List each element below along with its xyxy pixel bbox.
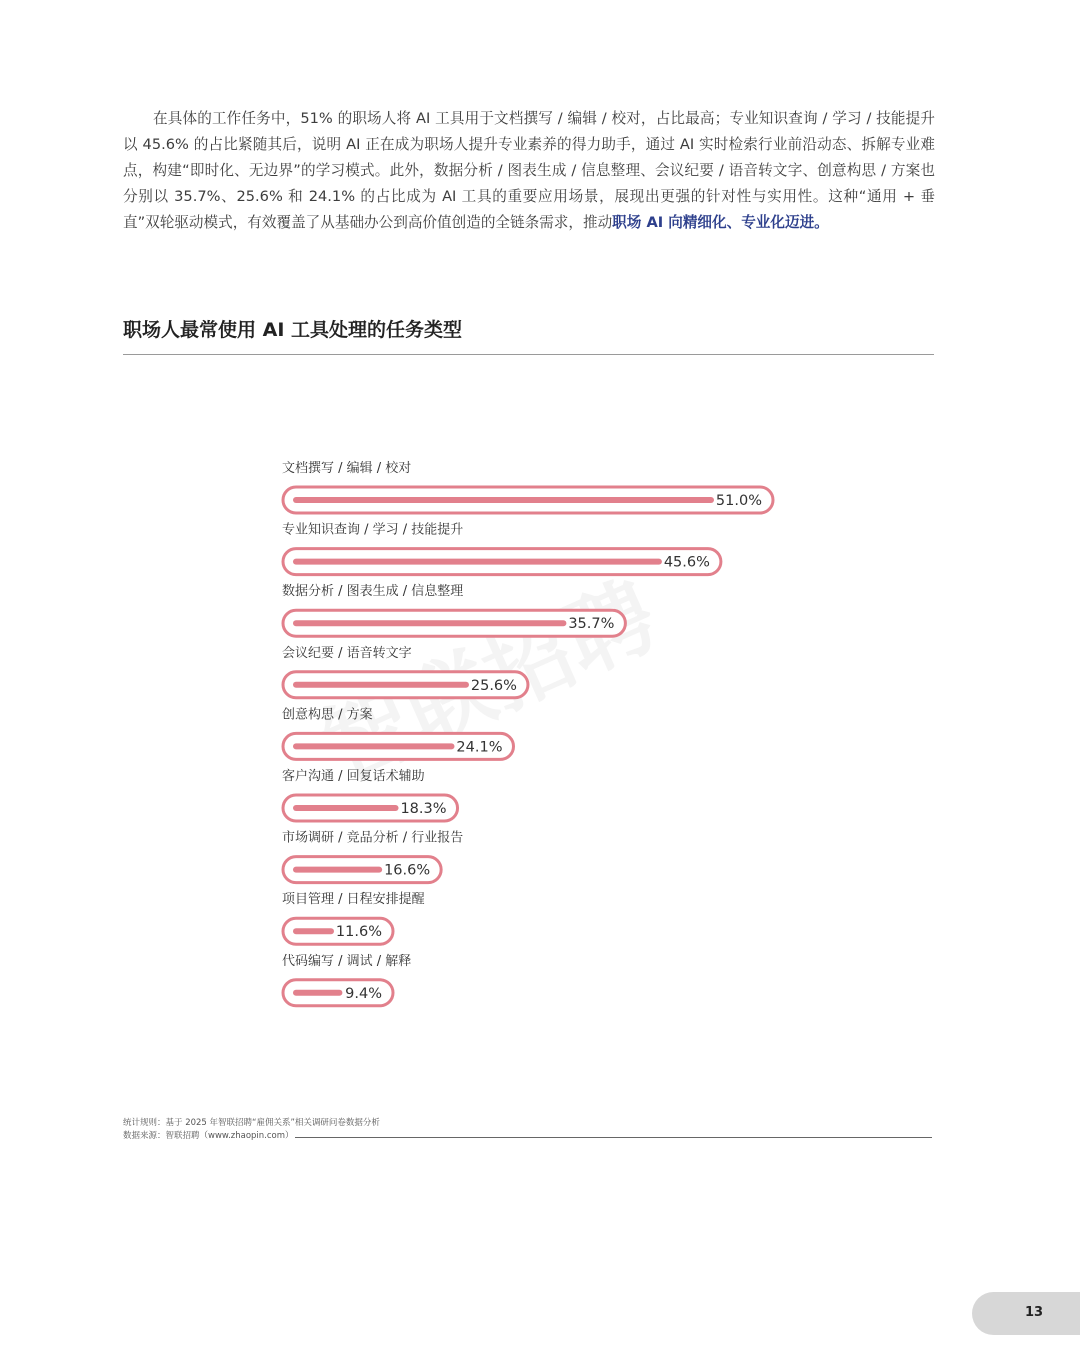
category-label: 市场调研 / 竞品分析 / 行业报告 <box>282 830 464 846</box>
bar <box>293 928 334 934</box>
bar <box>293 682 469 688</box>
footer-data-source: 数据来源：智联招聘（www.zhaopin.com） <box>123 1130 294 1141</box>
data-label: 16.6% <box>384 862 431 879</box>
intro-text: 在具体的工作任务中，51% 的职场人将 AI 工具用于文档撰写 / 编辑 / 校对，占比最高；专业知识查询 / 学习 / 技能提升以 45.6% 的占比紧随其后，说明 AI 正在成为职场人提升专业素养的得力助手，通过 AI 实时检索行业前沿动态、拆解专业难点，构建“即时化、无边界”的学习模式。此外，数据分析 / 图表生成 / 信息整理、会议纪要 / 语音转文字、创意构思 / 方案也分别以 35.7%、25.6% 和 24.1% 的占比成为 AI 工具的重要应用场景，展现出更强的针对性与实用性。这种“通用 + 垂直”双轮驱动模式，有效覆盖了从基础办公到高价值创造的全链条需求，推动 <box>123 110 935 231</box>
category-label: 客户沟通 / 回复话术辅助 <box>282 769 425 784</box>
footer-notes <box>123 1117 380 1142</box>
bar <box>293 867 382 873</box>
bar <box>293 497 714 503</box>
footer-stat-rule: 统计规则：基于 2025 年智联招聘“雇佣关系”相关调研问卷数据分析 <box>123 1118 380 1128</box>
footer-divider <box>295 1137 932 1138</box>
data-label: 25.6% <box>470 677 517 694</box>
bar <box>293 990 342 996</box>
intro-highlight: 职场 AI 向精细化、专业化迈进。 <box>612 214 829 231</box>
page-number: 13 <box>1025 1305 1044 1320</box>
data-label: 51.0% <box>715 493 762 509</box>
bar <box>293 559 662 565</box>
category-label: 会议纪要 / 语音转文字 <box>282 645 412 661</box>
category-label: 数据分析 / 图表生成 / 信息整理 <box>282 584 464 600</box>
data-label: 11.6% <box>335 924 382 941</box>
category-label: 专业知识查询 / 学习 / 技能提升 <box>282 522 464 538</box>
data-label: 35.7% <box>568 616 615 633</box>
section-title: 职场人最常使用 AI 工具处理的任务类型 <box>123 319 463 341</box>
data-label: 45.6% <box>663 554 710 571</box>
category-label: 创意构思 / 方案 <box>282 707 373 723</box>
data-label: 18.3% <box>400 801 447 817</box>
bar <box>293 620 566 626</box>
category-label: 代码编写 / 调试 / 解释 <box>282 953 412 969</box>
data-label: 9.4% <box>345 985 382 1002</box>
category-label: 项目管理 / 日程安排提醒 <box>282 892 425 908</box>
data-label: 24.1% <box>456 739 503 756</box>
category-label: 文档撰写 / 编辑 / 校对 <box>282 461 412 476</box>
bar <box>293 743 454 749</box>
bar <box>293 805 399 811</box>
